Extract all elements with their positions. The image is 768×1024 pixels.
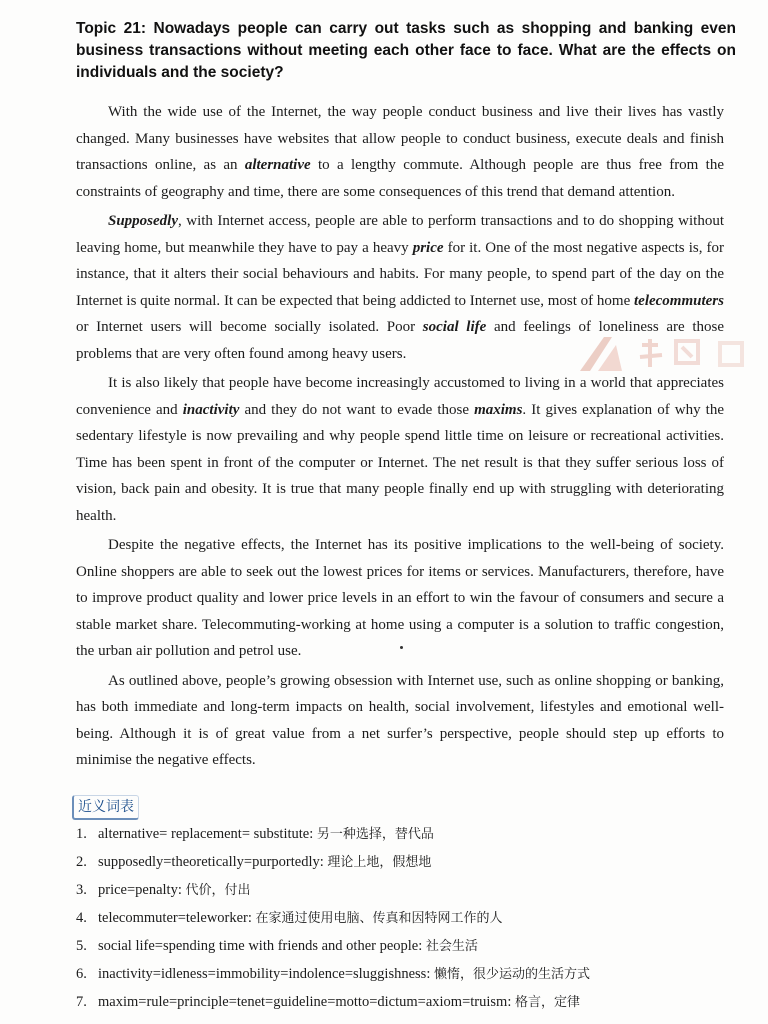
essay-paragraph xyxy=(76,532,724,665)
vocab-number: 7. xyxy=(76,994,87,1010)
vocab-english: telecommuter=teleworker: xyxy=(98,910,252,926)
essay-text: and feelings of loneliness are those problems that are very often found among heavy users. xyxy=(76,319,724,362)
vocab-english: supposedly=theoretically=purportedly: xyxy=(98,854,324,870)
essay-text: . It gives explanation of why the sedentary lifestyle is now prevailing and why people spend little time on leisure or recreational activities. Time has been spent in front of the computer or Internet. The net result is that they suffer serious loss of vision, back pain and obesity. It is true that many people finally end up with struggling with deteriorating health. xyxy=(76,401,724,524)
vocab-chinese: 理论上地，假想地 xyxy=(327,855,432,870)
essay-text: As outlined above, people’s growing obsession with Internet use, such as online shopping or banking, has both immediate and long-term impacts on health, social involvement, lifestyles and emotional well-being. Although it is of great value from a net surfer’s perspective, people should step up efforts to minimise the negative effects. xyxy=(76,672,724,768)
vocab-keyword: Supposedly xyxy=(108,213,179,229)
topic-title: Topic 21: Nowadays people can carry out tasks such as shopping and banking even business transactions without meeting each other face to face. What are the effects on individuals and the society? xyxy=(76,20,736,81)
vocab-chinese: 懒惰，很少运动的生活方式 xyxy=(433,967,590,982)
vocab-english: maxim=rule=principle=tenet=guideline=motto=dictum=axiom=truism: xyxy=(98,994,512,1010)
vocab-list xyxy=(76,820,736,1016)
essay-text: Despite the negative effects, the Internet has its positive implications to the well-being of society. Online shoppers are able to seek out the lowest prices for items or services. Manufacturers, therefore, have to improve product quality and lower price levels in an effort to win the favour of consumers and secure a stable market share. Telecommuting-working at home using a computer is a solution to traffic congestion, the urban air pollution and petrol use. xyxy=(76,537,724,659)
vocab-chinese: 代价，付出 xyxy=(185,883,251,898)
vocab-keyword: social life xyxy=(422,319,487,335)
essay-text: and they do not want to evade those xyxy=(239,401,475,418)
vocab-chinese: 另一种选择，替代品 xyxy=(316,827,434,842)
vocab-item xyxy=(76,960,736,988)
vocab-item xyxy=(76,820,736,848)
vocab-english: price=penalty: xyxy=(98,882,182,898)
essay-paragraph xyxy=(76,370,724,529)
essay-text: to a lengthy commute. Although people are thus free from the constraints of geography and time, there are some consequences of this trend that demand attention. xyxy=(76,157,724,200)
essay-paragraph xyxy=(76,99,724,205)
vocab-item xyxy=(76,932,736,960)
scan-speck xyxy=(400,646,403,649)
vocab-item xyxy=(76,876,736,904)
essay-text: or Internet users will become socially isolated. Poor xyxy=(76,319,423,335)
vocab-number: 1. xyxy=(76,826,87,842)
vocab-english: inactivity=idleness=immobility=indolence=sluggishness: xyxy=(98,966,431,982)
vocab-chinese: 格言，定律 xyxy=(514,995,580,1010)
essay-text: It is also likely that people have become increasingly accustomed to living in a world that appreciates convenience and xyxy=(76,375,724,418)
vocab-keyword: maxims xyxy=(474,401,523,418)
vocab-keyword: telecommuters xyxy=(634,292,724,309)
vocab-english: social life=spending time with friends and other people: xyxy=(98,938,423,954)
essay-text: With the wide use of the Internet, the way people conduct business and live their lives has vastly changed. Many businesses have websites that allow people to conduct business, execute deals and finish transactions online, as an xyxy=(76,104,724,173)
vocab-number: 6. xyxy=(76,966,87,982)
essay-text: , with Internet access, people are able to perform transactions and to do shopping without leaving home, but meanwhile they have to pay a heavy xyxy=(76,213,724,256)
vocab-heading: 近义词表 xyxy=(72,795,139,820)
vocab-chinese: 社会生活 xyxy=(425,939,478,954)
essay-body xyxy=(76,99,724,777)
vocab-keyword: alternative xyxy=(244,157,311,173)
vocab-keyword: inactivity xyxy=(182,401,240,418)
vocab-chinese: 在家通过使用电脑、传真和因特网工作的人 xyxy=(255,911,503,926)
essay-paragraph xyxy=(76,668,724,774)
vocab-number: 5. xyxy=(76,938,87,954)
vocab-item xyxy=(76,904,736,932)
vocab-number: 3. xyxy=(76,882,87,898)
vocab-number: 2. xyxy=(76,854,87,870)
vocab-item xyxy=(76,988,736,1016)
vocab-number: 4. xyxy=(76,910,87,926)
vocab-item xyxy=(76,848,736,876)
vocab-keyword: price xyxy=(412,239,444,256)
essay-paragraph xyxy=(76,208,724,367)
essay-text: for it. One of the most negative aspects is, for instance, that it alters their social behaviours and habits. For many people, to spend part of the day on the Internet is quite normal. It can be expected that being addicted to Internet use, most of home xyxy=(76,239,724,309)
vocab-english: alternative= replacement= substitute: xyxy=(98,826,314,842)
